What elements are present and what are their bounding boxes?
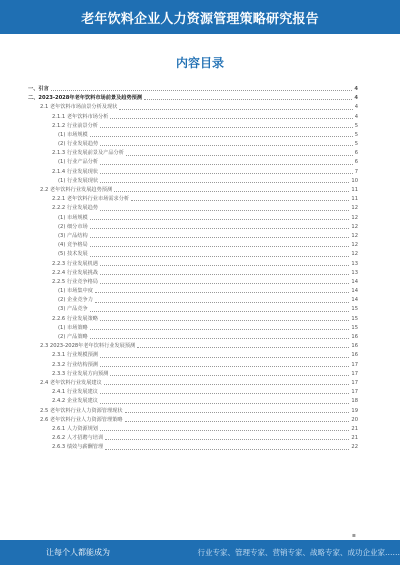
toc-entry[interactable] [28, 147, 358, 156]
toc-leader-dots [90, 255, 350, 257]
toc-entry-page: 20 [351, 416, 358, 423]
toc-entry-label: 2.3.3 行业发展方向预测 [52, 370, 109, 377]
toc-entry[interactable] [28, 258, 358, 267]
toc-entry-page: 5 [354, 131, 358, 138]
toc-leader-dots [90, 310, 350, 312]
toc-leader-dots [90, 236, 350, 238]
toc-entry-page: 14 [351, 288, 358, 295]
page-marker: ▪ [351, 532, 356, 539]
toc-entry-page: 12 [351, 242, 358, 249]
toc-entry[interactable] [28, 129, 358, 138]
toc-entry-page: 5 [354, 122, 358, 129]
toc-entry-page: 5 [354, 141, 358, 148]
toc-entry[interactable] [28, 184, 358, 193]
toc-entry-label: 2.6.3 绩效与薪酬管理 [52, 444, 104, 451]
toc-entry-label: (4) 竞争格局 [58, 242, 88, 249]
toc-entry-page: 12 [351, 232, 358, 239]
toc-entry-label: 2.5 老年饮料行业人力资源管理现状 [40, 407, 123, 414]
toc-entry[interactable] [28, 166, 358, 175]
toc-entry-page: 6 [354, 159, 358, 166]
toc-entry-label: (2) 细分市场 [58, 223, 88, 230]
toc-leader-dots [100, 392, 349, 394]
toc-entry-page: 11 [351, 196, 358, 203]
toc-entry-label: 2.2.3 行业发展机遇 [52, 260, 98, 267]
toc-entry-label: 2.2.1 老年饮料行业市场需求分析 [52, 196, 130, 203]
toc-entry-label: (3) 产品结构 [58, 232, 88, 239]
toc-heading: 内容目录 [175, 56, 224, 70]
toc-leader-dots [100, 181, 349, 183]
toc-entry-label: 2.2.5 行业竞争格局 [52, 278, 98, 285]
toc-entry-label: 2.3.2 行业结构预测 [52, 361, 98, 368]
toc-entry[interactable] [28, 377, 358, 386]
toc-leader-dots [100, 402, 349, 404]
toc-entry[interactable] [28, 359, 358, 368]
toc-entry-page: 7 [354, 168, 358, 175]
toc-entry-label: (1) 行业产品分析 [58, 159, 99, 166]
toc-entry[interactable] [28, 322, 358, 331]
toc-entry-page: 13 [351, 260, 358, 267]
toc-entry[interactable] [28, 331, 358, 340]
toc-leader-dots [90, 337, 350, 339]
footer-bar [0, 540, 400, 565]
toc-leader-dots [100, 163, 353, 165]
toc-entry[interactable] [28, 386, 358, 395]
toc-entry-label: 2.1.2 行业前景分析 [52, 122, 98, 129]
toc-leader-dots [110, 117, 352, 119]
toc-entry[interactable] [28, 294, 358, 303]
footer-slogan-right: 行业专家、管理专家、营销专家、战略专家、成功企业家…… [197, 548, 400, 557]
toc-leader-dots [90, 227, 350, 229]
toc-entry[interactable] [28, 157, 358, 166]
toc-entry-page: 4 [354, 85, 358, 92]
toc-entry-label: (3) 产品竞争 [58, 306, 88, 313]
toc-entry-label: 2.1.1 老年饮料市场分析 [52, 113, 109, 120]
toc-entry-page: 4 [354, 113, 358, 120]
toc-entry-label: 2.2.2 行业发展趋势 [52, 205, 98, 212]
toc-leader-dots [144, 98, 352, 100]
toc-leader-dots [114, 190, 349, 192]
toc-entry-label: 2.6.1 人力资源规划 [52, 425, 98, 432]
toc-entry-page: 12 [351, 251, 358, 258]
toc-entry-label: 2.4 老年饮料行业发展建议 [40, 379, 102, 386]
toc-entry-page: 15 [351, 324, 358, 331]
toc-entry-label: (1) 市场规模 [58, 214, 88, 221]
toc-entry-page: 16 [351, 352, 358, 359]
toc-entry-label: (1) 市场集中度 [58, 288, 93, 295]
toc-entry-label: 2.3.1 行业规模预测 [52, 352, 98, 359]
toc-entry[interactable] [28, 138, 358, 147]
toc-entry-page: 6 [354, 150, 358, 157]
toc-leader-dots [137, 346, 349, 348]
toc-entry[interactable] [28, 83, 358, 92]
toc-entry[interactable] [28, 267, 358, 276]
toc-entry[interactable] [28, 414, 358, 423]
toc-leader-dots [51, 89, 353, 91]
toc-entry[interactable] [28, 221, 358, 230]
toc-entry-page: 16 [351, 343, 358, 350]
toc-leader-dots [100, 356, 349, 358]
toc-entry-label: 2.1.4 行业发展现状 [52, 168, 98, 175]
toc-entry-page: 15 [351, 306, 358, 313]
toc-entry-page: 17 [351, 361, 358, 368]
toc-entry-label: 二、2023-2028年老年饮料市场前景及趋势预测 [28, 95, 143, 102]
toc-entry-page: 17 [351, 379, 358, 386]
toc-entry-page: 12 [351, 205, 358, 212]
toc-leader-dots [100, 172, 353, 174]
toc-leader-dots [90, 328, 350, 330]
toc-leader-dots [100, 319, 349, 321]
toc-entry-label: (2) 产品策略 [58, 334, 88, 341]
toc-entry-page: 11 [351, 187, 358, 194]
toc-entry-page: 18 [351, 398, 358, 405]
toc-leader-dots [131, 199, 349, 201]
toc-entry-label: (1) 市场规模 [58, 131, 88, 138]
toc-entry-label: 2.2.6 行业发展策略 [52, 315, 98, 322]
toc-entry-label: (5) 技术发展 [58, 251, 88, 258]
toc-entry-page: 21 [351, 435, 358, 442]
toc-entry-label: 2.3 2023-2028年老年饮料行业发展预测 [40, 343, 136, 350]
toc-entry[interactable] [28, 248, 358, 257]
toc-entry[interactable] [28, 202, 358, 211]
toc-entry-label: 2.4.2 企业发展建议 [52, 398, 98, 405]
toc-leader-dots [105, 438, 349, 440]
toc-entry[interactable] [28, 276, 358, 285]
toc-entry[interactable] [28, 92, 358, 101]
toc-entry-label: 2.1.3 行业发展前景及产品分析 [52, 150, 124, 157]
toc-entry-label: 2.4.1 行业发展建议 [52, 389, 98, 396]
toc-leader-dots [125, 411, 350, 413]
toc-entry[interactable] [28, 349, 358, 358]
table-of-contents [28, 83, 358, 523]
toc-leader-dots [100, 144, 353, 146]
toc-entry-page: 22 [351, 444, 358, 451]
toc-leader-dots [110, 374, 349, 376]
toc-leader-dots [100, 365, 349, 367]
toc-entry-page: 21 [351, 425, 358, 432]
toc-leader-dots [100, 209, 349, 211]
toc-entry[interactable] [28, 441, 358, 450]
toc-entry-page: 19 [351, 407, 358, 414]
toc-entry-label: 2.2 老年饮料行业发展趋势预测 [40, 187, 113, 194]
toc-entry[interactable] [28, 285, 358, 294]
toc-entry-page: 13 [351, 269, 358, 276]
toc-entry[interactable] [28, 313, 358, 322]
toc-leader-dots [125, 420, 350, 422]
toc-entry-page: 4 [354, 95, 358, 102]
toc-entry[interactable] [28, 120, 358, 129]
toc-entry-label: 2.6 老年饮料行业人力资源管理策略 [40, 416, 123, 423]
toc-entry-label: 2.6.2 人才招聘与培训 [52, 435, 104, 442]
toc-entry-label: 一、引言 [28, 85, 49, 92]
toc-leader-dots [119, 108, 352, 110]
report-header-bar [0, 0, 400, 34]
toc-leader-dots [90, 218, 350, 220]
toc-leader-dots [95, 301, 349, 303]
toc-leader-dots [126, 154, 353, 156]
toc-leader-dots [100, 429, 349, 431]
toc-entry-page: 12 [351, 214, 358, 221]
toc-entry[interactable] [28, 368, 358, 377]
toc-entry[interactable] [28, 239, 358, 248]
toc-entry-label: 2.2.4 行业发展挑战 [52, 269, 98, 276]
toc-entry-page: 14 [351, 278, 358, 285]
toc-leader-dots [100, 126, 353, 128]
toc-entry-page: 4 [354, 104, 358, 111]
toc-leader-dots [100, 273, 349, 275]
toc-leader-dots [100, 264, 349, 266]
toc-entry[interactable] [28, 304, 358, 313]
toc-entry-label: (2) 行业发展趋势 [58, 141, 99, 148]
toc-entry-label: 2.1 老年饮料市场前景分析及现状 [40, 104, 118, 111]
toc-leader-dots [90, 245, 350, 247]
toc-entry[interactable] [28, 101, 358, 110]
toc-entry[interactable] [28, 212, 358, 221]
toc-entry[interactable] [28, 193, 358, 202]
toc-leader-dots [90, 135, 353, 137]
toc-entry-page: 16 [351, 334, 358, 341]
toc-leader-dots [104, 383, 350, 385]
toc-entry-label: (1) 行业发展现状 [58, 177, 99, 184]
toc-leader-dots [105, 448, 349, 450]
toc-entry[interactable] [28, 395, 358, 404]
toc-entry[interactable] [28, 230, 358, 239]
toc-entry-page: 17 [351, 370, 358, 377]
toc-entry[interactable] [28, 340, 358, 349]
toc-entry[interactable] [28, 175, 358, 184]
toc-entry[interactable] [28, 432, 358, 441]
toc-entry-label: (2) 企业竞争力 [58, 297, 93, 304]
toc-entry-page: 17 [351, 389, 358, 396]
toc-entry-page: 15 [351, 315, 358, 322]
toc-entry[interactable] [28, 111, 358, 120]
report-title: 老年饮料企业人力资源管理策略研究报告 [81, 11, 319, 27]
toc-entry-page: 10 [351, 177, 358, 184]
toc-entry-page: 14 [351, 297, 358, 304]
toc-entry-page: 12 [351, 223, 358, 230]
toc-entry[interactable] [28, 405, 358, 414]
toc-leader-dots [100, 282, 349, 284]
footer-slogan-left: 让每个人都能成为 [46, 548, 110, 557]
toc-entry[interactable] [28, 423, 358, 432]
toc-leader-dots [95, 291, 349, 293]
toc-entry-label: (1) 市场策略 [58, 324, 88, 331]
